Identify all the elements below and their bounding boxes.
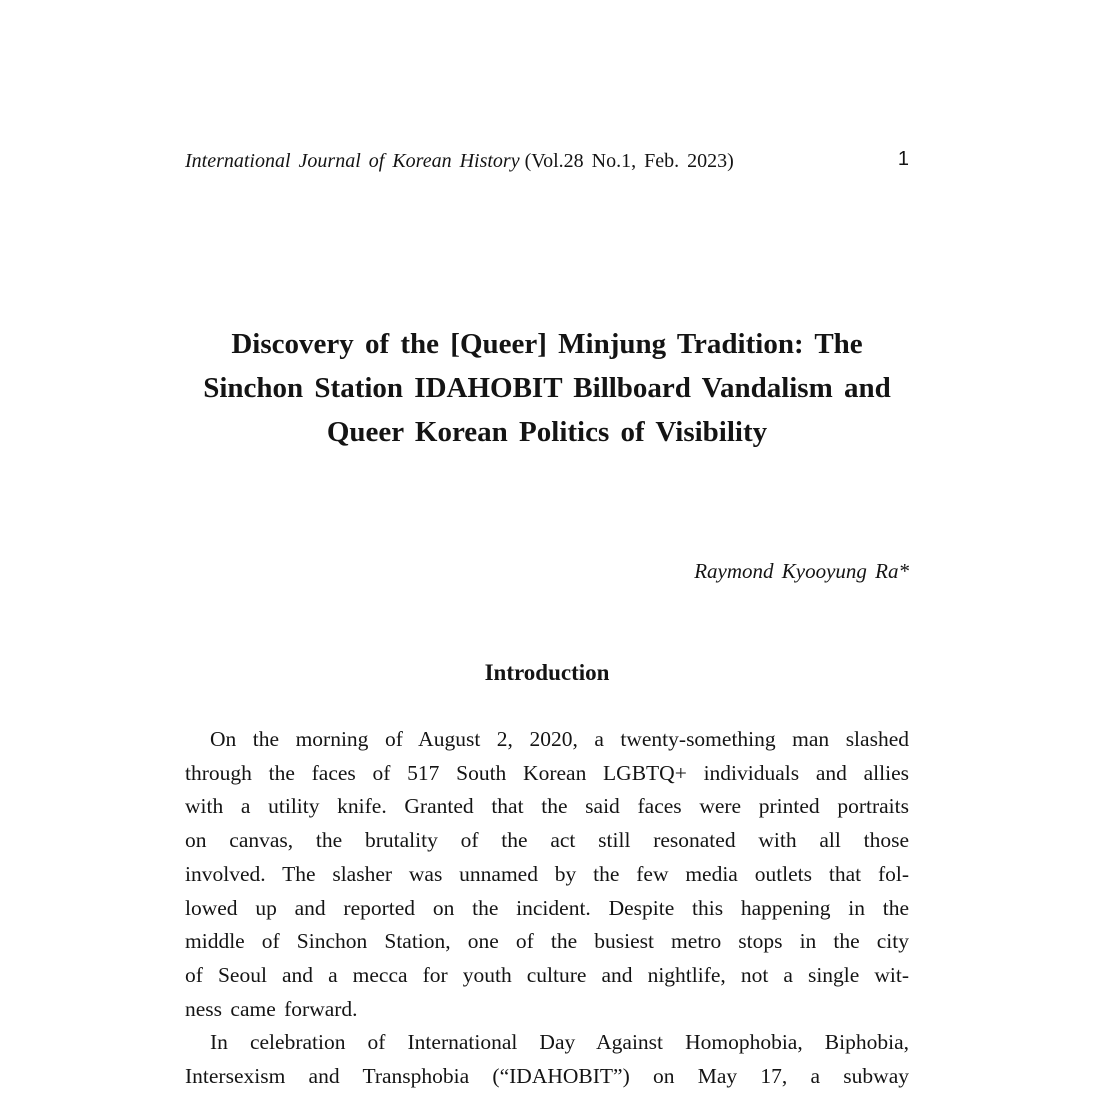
text-line: lowed up and reported on the incident. Despite this happening in the (185, 895, 909, 920)
text-line: of Seoul and a mecca for youth culture and nightlife, not a single wit- (185, 962, 909, 987)
text-line: In celebration of International Day Against Homophobia, Biphobia, (210, 1030, 909, 1055)
text-line: involved. The slasher was unnamed by the few media outlets that fol- (185, 861, 909, 886)
text-line: Intersexism and Transphobia (“IDAHOBIT”) on May 17, a subway (185, 1064, 909, 1089)
running-head (185, 146, 909, 176)
title-line: Sinchon Station IDAHOBIT Billboard Vandalism and (203, 372, 891, 404)
text-line: with a utility knife. Granted that the said faces were printed portraits (185, 794, 909, 819)
body-text (185, 723, 909, 1094)
text-line: middle of Sinchon Station, one of the busiest metro stops in the city (185, 929, 909, 954)
paragraph (185, 723, 909, 1026)
author-name: Raymond Kyooyung Ra* (694, 559, 909, 583)
article-title (170, 322, 924, 454)
page-number: 1 (897, 148, 909, 170)
text-line: on canvas, the brutality of the act still resonated with all those (185, 828, 909, 853)
paragraph (185, 1026, 909, 1093)
text-line: through the faces of 517 South Korean LGBTQ+ individuals and allies (185, 760, 909, 785)
text-line: ness came forward. (185, 996, 358, 1021)
section-heading: Introduction (484, 660, 610, 685)
title-line: Discovery of the [Queer] Minjung Tradition: The (231, 328, 863, 360)
text-line: On the morning of August 2, 2020, a twenty-something man slashed (210, 727, 909, 751)
issue-info: (Vol.28 No.1, Feb. 2023) (524, 150, 734, 172)
journal-name: International Journal of Korean History (185, 150, 520, 172)
title-line: Queer Korean Politics of Visibility (326, 416, 768, 448)
